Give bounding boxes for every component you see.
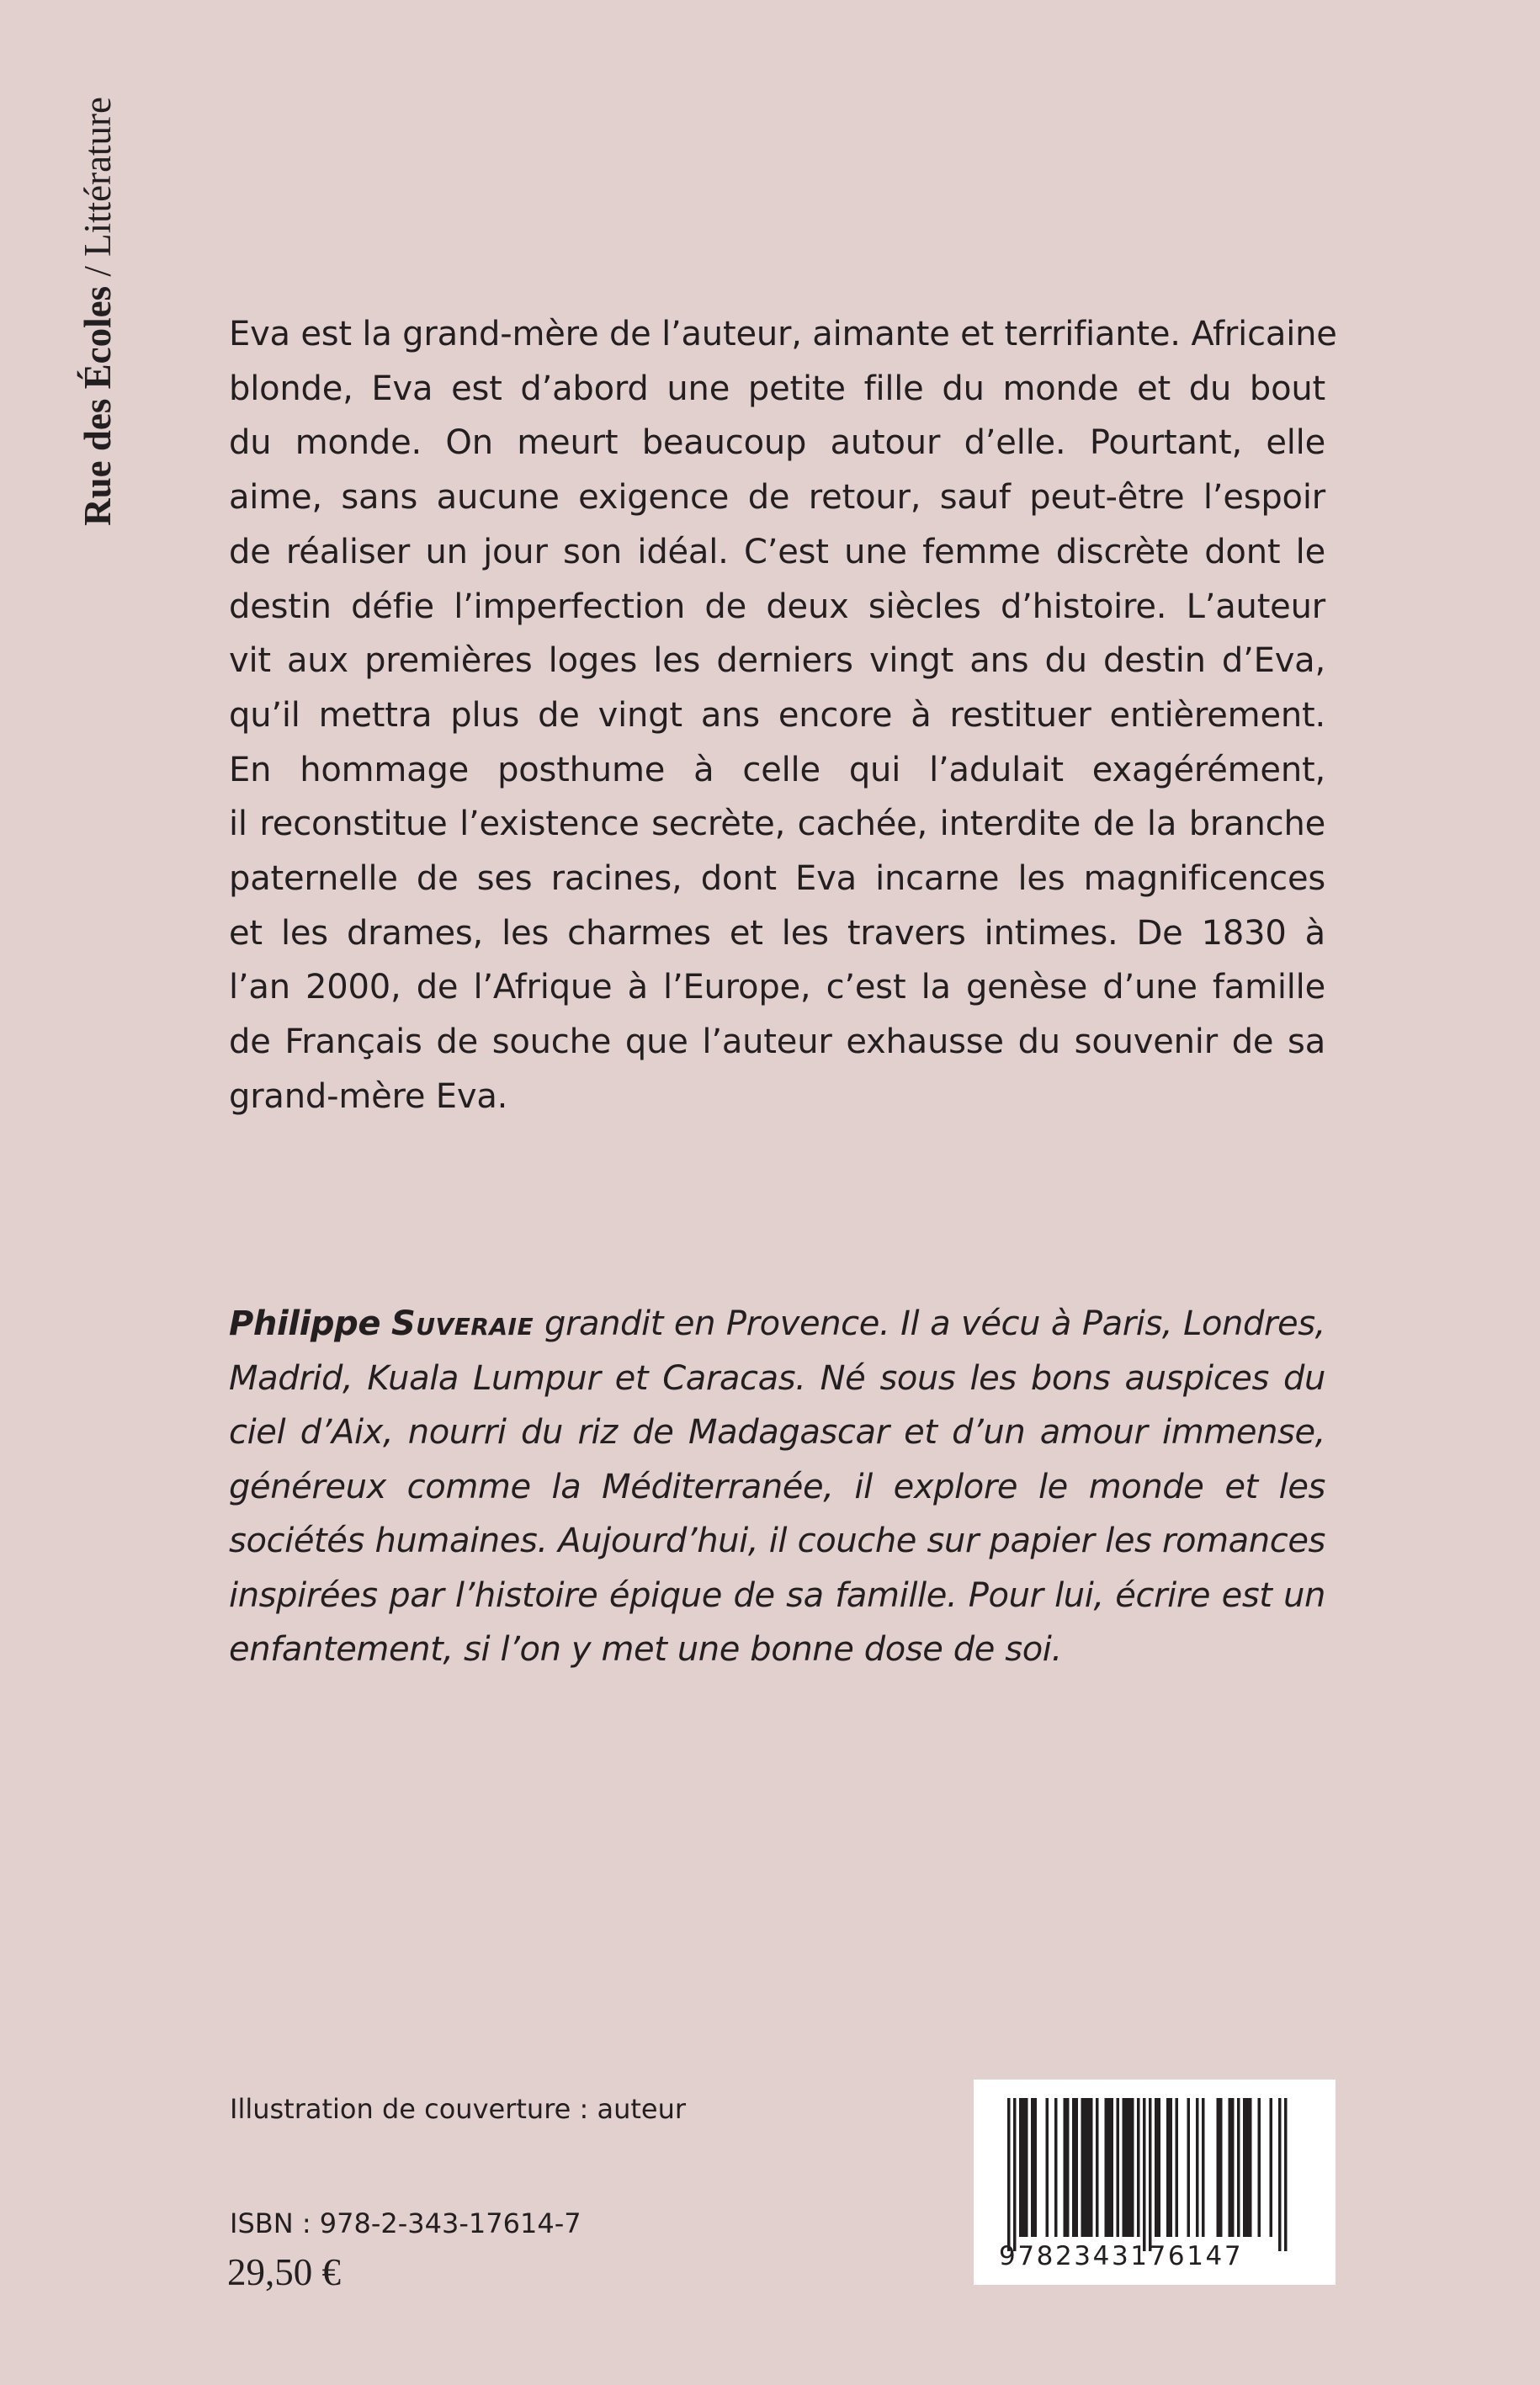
barcode-bar — [1066, 2098, 1070, 2237]
summary-line: l’an 2000, de l’Afrique à l’Europe, c’est la genèse d’une famille — [229, 968, 1325, 1007]
summary-line: et les drames, les charmes et les travers intimes. De 1830 à — [229, 913, 1325, 953]
barcode-bar — [1128, 2098, 1132, 2237]
author-last-name: Suveraie — [390, 1304, 534, 1343]
barcode-digits: 9782343176147 — [999, 2241, 1244, 2271]
barcode-bar — [1231, 2098, 1235, 2237]
bio-line: sociétés humaines. Aujourd’hui, il couche sur papier les romances — [229, 1522, 1325, 1560]
collection-name: Rue des Écoles — [77, 285, 119, 526]
barcode-bar — [1064, 2098, 1067, 2237]
bio-line: généreux comme la Méditerranée, il explore le monde et les — [229, 1467, 1325, 1506]
barcode-bar — [1249, 2098, 1252, 2237]
barcode-bar — [1149, 2098, 1152, 2251]
barcode-bar — [1155, 2098, 1158, 2237]
spine-separator: / — [77, 256, 119, 286]
barcode-bar — [1243, 2098, 1246, 2237]
bio-line: Madrid, Kuala Lumpur et Caracas. Né sous les bons auspices du — [229, 1358, 1325, 1398]
barcode-bar — [1237, 2098, 1240, 2237]
summary-line: destin défie l’imperfection de deux siècles d’histoire. L’auteur — [229, 587, 1325, 626]
bio-lines — [229, 1352, 1325, 1677]
barcode-bar — [1117, 2098, 1120, 2237]
barcode-bar — [1166, 2098, 1170, 2237]
barcode-bar — [1217, 2098, 1220, 2237]
summary-line: En hommage posthume à celle qui l’adulait exagérément, — [229, 750, 1325, 789]
barcode-bar — [1158, 2098, 1161, 2237]
price: 29,50 € — [227, 2251, 341, 2293]
barcode-bar — [1031, 2098, 1034, 2237]
barcode-bar — [1096, 2098, 1099, 2237]
isbn: ISBN : 978-2-343-17614-7 — [230, 2207, 581, 2239]
bio-line: ciel d’Aix, nourri du riz de Madagascar et d’un amour immense, — [229, 1413, 1325, 1452]
barcode-bar — [1007, 2098, 1011, 2251]
barcode-bar — [1202, 2098, 1205, 2237]
barcode-bar — [1219, 2098, 1223, 2237]
bio-line: enfantement, si l’on y met une bonne dose de soi. — [229, 1630, 1062, 1669]
summary-line: aime, sans aucune exigence de retour, sauf peut-être l’espoir — [229, 478, 1325, 518]
barcode-bar — [1270, 2098, 1273, 2237]
barcode-bar — [1075, 2098, 1079, 2237]
barcode-bar — [1196, 2098, 1199, 2237]
barcode-bar — [1022, 2098, 1026, 2237]
spine-collection-label — [72, 97, 123, 576]
summary-line: de réaliser un jour son idéal. C’est une femme discrète dont le — [229, 532, 1325, 571]
barcode-bar — [1090, 2098, 1093, 2237]
bio-line: inspirées par l’histoire épique de sa famille. Pour lui, écrire est un — [229, 1575, 1325, 1615]
author-bio — [229, 1297, 1325, 1677]
barcode-bar — [1176, 2098, 1179, 2237]
barcode-bar — [1284, 2098, 1288, 2251]
barcode-bar — [1278, 2098, 1282, 2251]
book-summary — [229, 307, 1337, 1124]
barcode-bar — [1072, 2098, 1075, 2237]
barcode-bar — [1087, 2098, 1091, 2237]
barcode-bar — [1123, 2098, 1126, 2237]
summary-line: qu’il mettra plus de vingt ans encore à restituer entièrement. — [229, 695, 1325, 735]
summary-line: il reconstitue l’existence secrète, cachée, interdite de la branche — [229, 805, 1325, 844]
barcode-bar — [1131, 2098, 1134, 2237]
barcode-bar — [1246, 2098, 1250, 2237]
barcode-bar — [1125, 2098, 1128, 2237]
barcode-box — [974, 2080, 1336, 2285]
summary-line: blonde, Eva est d’abord une petite fille du monde et du bout — [229, 369, 1325, 408]
barcode-bar — [1229, 2098, 1232, 2237]
cover-illustration-credit: Illustration de couverture : auteur — [230, 2093, 687, 2125]
summary-line: vit aux premières loges les derniers vingt ans du destin d’Eva, — [229, 641, 1325, 681]
summary-line: Eva est la grand-mère de l’auteur, aimante et terrifiante. Africaine — [229, 315, 1337, 353]
barcode-bar — [1019, 2098, 1022, 2237]
barcode-bar — [1258, 2098, 1261, 2237]
barcode-bar — [1046, 2098, 1049, 2237]
barcode-bar — [1137, 2098, 1140, 2237]
summary-line: paternelle de ses racines, dont Eva incarne les magnificences — [229, 859, 1325, 899]
barcode-bar — [1013, 2098, 1017, 2251]
barcode-bar — [1081, 2098, 1085, 2237]
author-first-name: Philippe — [229, 1304, 381, 1343]
barcode-bar — [1054, 2098, 1058, 2237]
barcode-bar — [1143, 2098, 1146, 2251]
barcode-bar — [1170, 2098, 1173, 2237]
bio-first-line-text: grandit en Provence. Il a vécu à Paris, Londres, — [534, 1304, 1325, 1343]
barcode-bar — [1025, 2098, 1028, 2237]
barcode-bar — [1187, 2098, 1191, 2237]
summary-line: du monde. On meurt beaucoup autour d’elle. Pourtant, elle — [229, 423, 1325, 463]
genre-name: Littérature — [77, 97, 119, 257]
bio-first-line — [229, 1297, 1325, 1352]
summary-line: de Français de souche que l’auteur exhausse du souvenir de sa — [229, 1023, 1325, 1062]
barcode-bar — [1111, 2098, 1114, 2237]
barcode-bar — [1034, 2098, 1038, 2237]
barcode-bar — [1105, 2098, 1108, 2237]
barcode-bar — [1107, 2098, 1111, 2237]
summary-line: grand-mère Eva. — [229, 1076, 508, 1116]
barcode-bar — [1084, 2098, 1087, 2237]
